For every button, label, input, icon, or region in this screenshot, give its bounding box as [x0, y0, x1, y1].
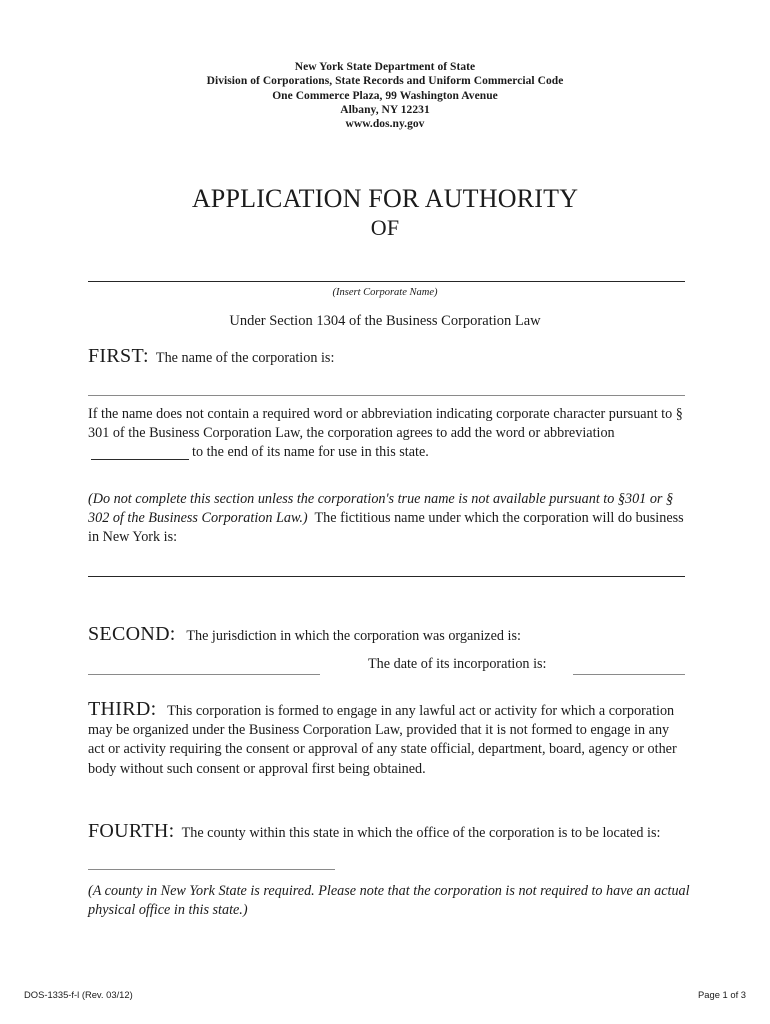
agency-website: www.dos.ny.gov — [345, 118, 425, 131]
page-number: Page 1 of 3 — [698, 989, 746, 1000]
fictitious-name-note — [88, 490, 686, 548]
fictitious-name-italic-note: (Do not complete this section unless the corporation's true name is not available pursuant to §301 or § 302 of the Business Corporation Law.) — [88, 491, 674, 527]
abbreviation-note-text-2: to the end of its name for use in this state. — [192, 444, 429, 461]
section-third-text: This corporation is formed to engage in any lawful act or activity for which a corporation may be organized under the Business Corporation Law, provided that it is not formed to engage in any act or activity requiring the consent or approval of any state official, department, board, agency or other body without such consent or approval first being obtained. — [88, 703, 677, 777]
section-first-text: The name of the corporation is: — [155, 350, 335, 366]
section-fourth — [88, 822, 693, 843]
corporate-name-blank[interactable] — [88, 281, 685, 282]
agency-division: Division of Corporations, State Records and Uniform Commercial Code — [206, 75, 564, 88]
page-title — [0, 185, 770, 242]
abbreviation-inline-blank[interactable] — [91, 459, 189, 460]
fictitious-name-blank[interactable] — [88, 576, 685, 577]
section-third-lead: THIRD: — [88, 698, 157, 720]
section-first-lead: FIRST: — [88, 345, 149, 367]
incorporation-date-blank[interactable] — [573, 674, 685, 675]
section-third — [88, 700, 688, 779]
county-blank[interactable] — [88, 869, 335, 870]
statute-line: Under Section 1304 of the Business Corporation Law — [229, 313, 541, 329]
fictitious-name-roman-note: The fictitious name under which the corporation will do business in New York is: — [88, 510, 684, 546]
section-second-text: The jurisdiction in which the corporation was organized is: — [186, 628, 521, 644]
agency-city-state-zip: Albany, NY 12231 — [340, 103, 430, 116]
county-note: (A county in New York State is required. Please note that the corporation is not required to have an actual physical office in this state.) — [88, 883, 690, 919]
section-fourth-text: The county within this state in which the office of the corporation is to be located is: — [181, 825, 661, 841]
form-code: DOS-1335-f-l (Rev. 03/12) — [24, 989, 133, 1000]
section-fourth-lead: FOURTH: — [88, 820, 175, 842]
agency-header — [0, 60, 770, 131]
section-second-lead: SECOND: — [88, 623, 176, 645]
abbreviation-note — [88, 405, 686, 463]
jurisdiction-blank[interactable] — [88, 674, 320, 675]
section-second — [88, 625, 688, 646]
corporation-name-answer-blank[interactable] — [88, 395, 685, 396]
section-first — [88, 347, 688, 368]
agency-street-address: One Commerce Plaza, 99 Washington Avenue — [272, 89, 498, 102]
title-main: APPLICATION FOR AUTHORITY — [191, 184, 579, 213]
incorporation-date-label: The date of its incorporation is: — [368, 656, 547, 672]
title-of: OF — [370, 215, 400, 240]
corporate-name-caption: (Insert Corporate Name) — [332, 287, 438, 298]
abbreviation-note-text-1: If the name does not contain a required word or abbreviation indicating corporate character pursuant to § 301 of the Business Corporation Law, the corporation agrees to add the word or abbreviation — [88, 406, 683, 442]
agency-name: New York State Department of State — [294, 61, 476, 73]
